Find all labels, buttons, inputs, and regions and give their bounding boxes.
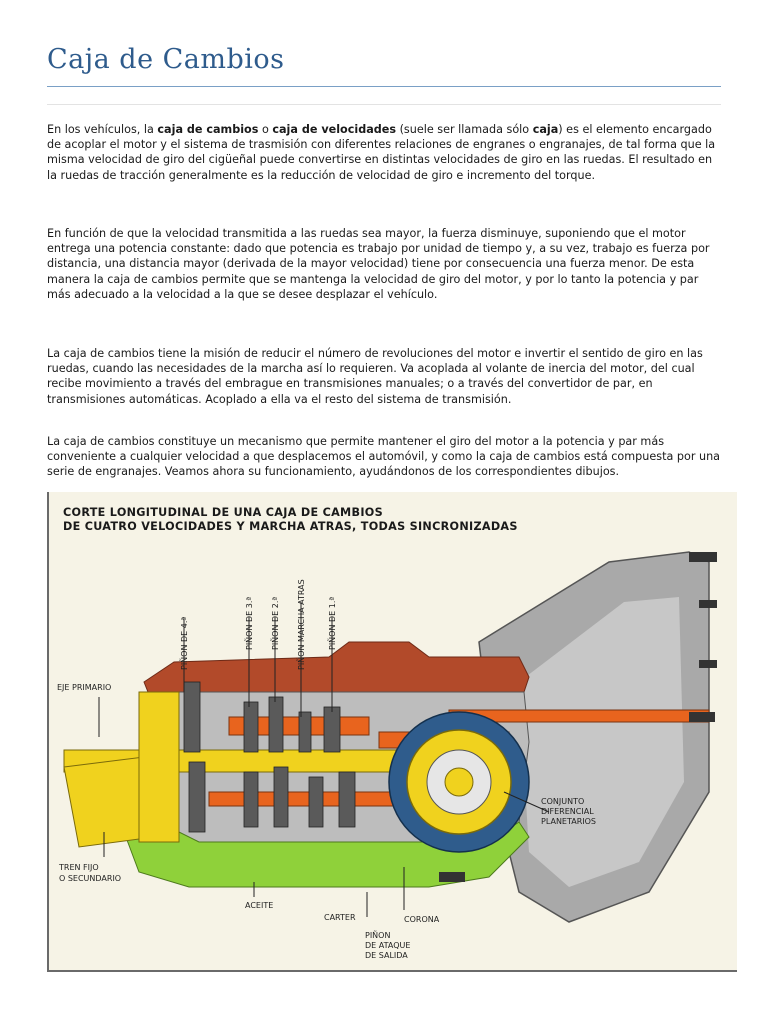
label-eje-primario: EJE PRIMARIO [57,683,112,692]
label-de-ataque: DE ATAQUE [365,941,411,950]
term-caja: caja [532,123,559,136]
label-pinon-marcha-atras: PIÑON MARCHA ATRAS [297,579,306,670]
title-underline [47,86,721,87]
page-title: Caja de Cambios [47,44,285,75]
label-de-salida: DE SALIDA [365,951,408,960]
gearbox-cross-section-figure [47,492,737,972]
gearbox-diagram [49,492,737,970]
figure-title-line2: DE CUATRO VELOCIDADES Y MARCHA ATRAS, TODAS SINCRONIZADAS [63,520,518,533]
label-tren-fijo: TREN FIJO [59,863,99,872]
term-caja-de-cambios: caja de cambios [157,123,259,136]
label-pinon-4: PIÑON DE 4.ª [180,616,189,670]
paragraph-mecanismo: La caja de cambios constituye un mecanismo que permite mantener el giro del motor a la potencia y par más conveniente a cualquier velocidad a que desplacemos el automóvil, y como la caja de cambios está compuesta por una serie de engranajes. Veamos ahora su funcionamiento, ayudándonos de los correspondientes dibujos. [47,435,721,479]
paragraph-intro: En los vehículos, la caja de cambios o caja de velocidades (suele ser llamada sólo caja) es el elemento encargado de acoplar el motor y el sistema de trasmisión con diferentes relaciones de engranes o engranajes, de tal forma que la misma velocidad de giro del cigüeñal puede convertirse en distintas velocidades de giro en las ruedas. El resultado en la ruedas de tracción generalmente es la reducción de velocidad de giro e incremento del torque. [47,123,716,182]
label-aceite: ACEITE [245,901,274,910]
label-pinon-2: PIÑON DE 2.ª [271,596,280,650]
paragraph-mision: La caja de cambios tiene la misión de reducir el número de revoluciones del motor e invertir el sentido de giro en las ruedas, cuando las necesidades de la marcha así lo requieren. Va acoplada al volante de inercia del motor, del cual recibe movimiento a través del embrague en transmisiones manuales; o a través del convertidor de par, en transmisiones automáticas. Acoplado a ella va el resto del sistema de transmisión. [47,347,703,406]
label-conjunto: CONJUNTO [541,797,585,806]
label-planetarios: PLANETARIOS [541,817,597,826]
label-pinon-1: PIÑON DE 1.ª [328,596,337,650]
paragraph-velocidad: En función de que la velocidad transmitida a las ruedas sea mayor, la fuerza disminuye, suponiendo que el motor entrega una potencia constante: dado que potencia es trabajo por unidad de tiempo y, a su vez, trabajo es fuerza por distancia, una distancia mayor (derivada de la mayor velocidad) tiene por consecuencia una fuerza menor. De esta manera la caja de cambios permite que se mantenga la velocidad de giro del motor, y por lo tanto la potencia y par más adecuado a la velocidad a la que se desee desplazar el vehículo. [47,227,710,301]
label-pinon-3: PIÑON DE 3.ª [245,596,254,650]
label-diferencial: DIFERENCIAL [541,807,594,816]
label-carter: CARTER [324,913,356,922]
figure-title-line1: CORTE LONGITUDINAL DE UNA CAJA DE CAMBIOS [63,506,383,519]
label-pinon: PIÑON [365,931,391,940]
term-caja-de-velocidades: caja de velocidades [272,123,397,136]
label-o-secundario: O SECUNDARIO [59,874,122,883]
label-corona: CORONA [404,915,440,924]
divider [47,104,721,105]
